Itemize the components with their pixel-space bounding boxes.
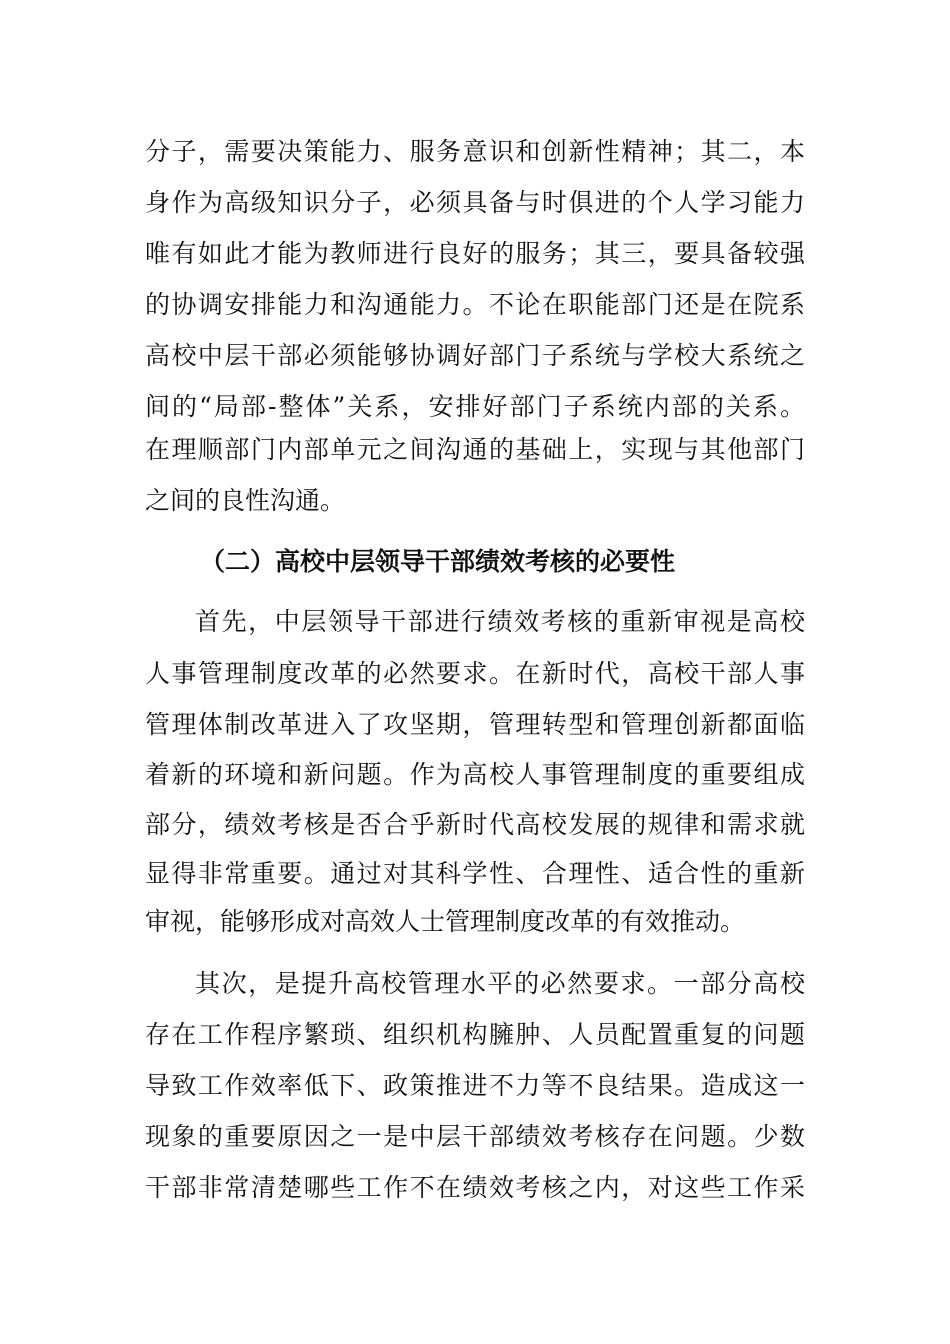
paragraph-2-line-6: 显得非常重要。通过对其科学性、合理性、适合性的重新 xyxy=(145,859,805,888)
paragraph-1-line-5: 高校中层干部必须能够协调好部门子系统与学校大系统之 xyxy=(145,341,805,370)
paragraph-2-line-7: 审视，能够形成对高效人士管理制度改革的有效推动。 xyxy=(145,907,746,936)
paragraph-1-line-3: 唯有如此才能为教师进行良好的服务；其三，要具备较强 xyxy=(145,239,805,268)
paragraph-3-line-2: 存在工作程序繁琐、组织机构臃肿、人员配置重复的问题 xyxy=(145,1020,805,1049)
paragraph-2-line-1: 首先，中层领导干部进行绩效考核的重新审视是高校 xyxy=(195,607,805,636)
paragraph-3-line-1: 其次，是提升高校管理水平的必然要求。一部分高校 xyxy=(195,969,805,998)
paragraph-2-line-4: 着新的环境和新问题。作为高校人事管理制度的重要组成 xyxy=(145,760,805,789)
paragraph-1-line-1: 分子，需要决策能力、服务意识和创新性精神；其二，本 xyxy=(145,137,805,166)
paragraph-3-line-3: 导致工作效率低下、政策推进不力等不良结果。造成这一 xyxy=(145,1071,805,1100)
paragraph-3-line-5: 干部非常清楚哪些工作不在绩效考核之内，对这些工作采 xyxy=(145,1173,805,1202)
paragraph-1-line-4: 的协调安排能力和沟通能力。不论在职能部门还是在院系 xyxy=(145,290,805,319)
paragraph-2-line-2: 人事管理制度改革的必然要求。在新时代，高校干部人事 xyxy=(145,659,805,688)
paragraph-2-line-5: 部分，绩效考核是否合乎新时代高校发展的规律和需求就 xyxy=(145,810,805,839)
paragraph-1-line-7: 在理顺部门内部单元之间沟通的基础上，实现与其他部门 xyxy=(145,435,805,464)
paragraph-1-line-2: 身作为高级知识分子，必须具备与时俱进的个人学习能力 xyxy=(145,188,805,217)
paragraph-3-line-4: 现象的重要原因之一是中层干部绩效考核存在问题。少数 xyxy=(145,1122,805,1151)
section-heading: （二）高校中层领导干部绩效考核的必要性 xyxy=(200,547,676,576)
paragraph-1-line-6: 间的“局部-整体”关系，安排好部门子系统内部的关系。 xyxy=(145,392,805,421)
paragraph-1-line-8: 之间的良性沟通。 xyxy=(145,486,346,515)
paragraph-2-line-3: 管理体制改革进入了攻坚期，管理转型和管理创新都面临 xyxy=(145,710,805,739)
